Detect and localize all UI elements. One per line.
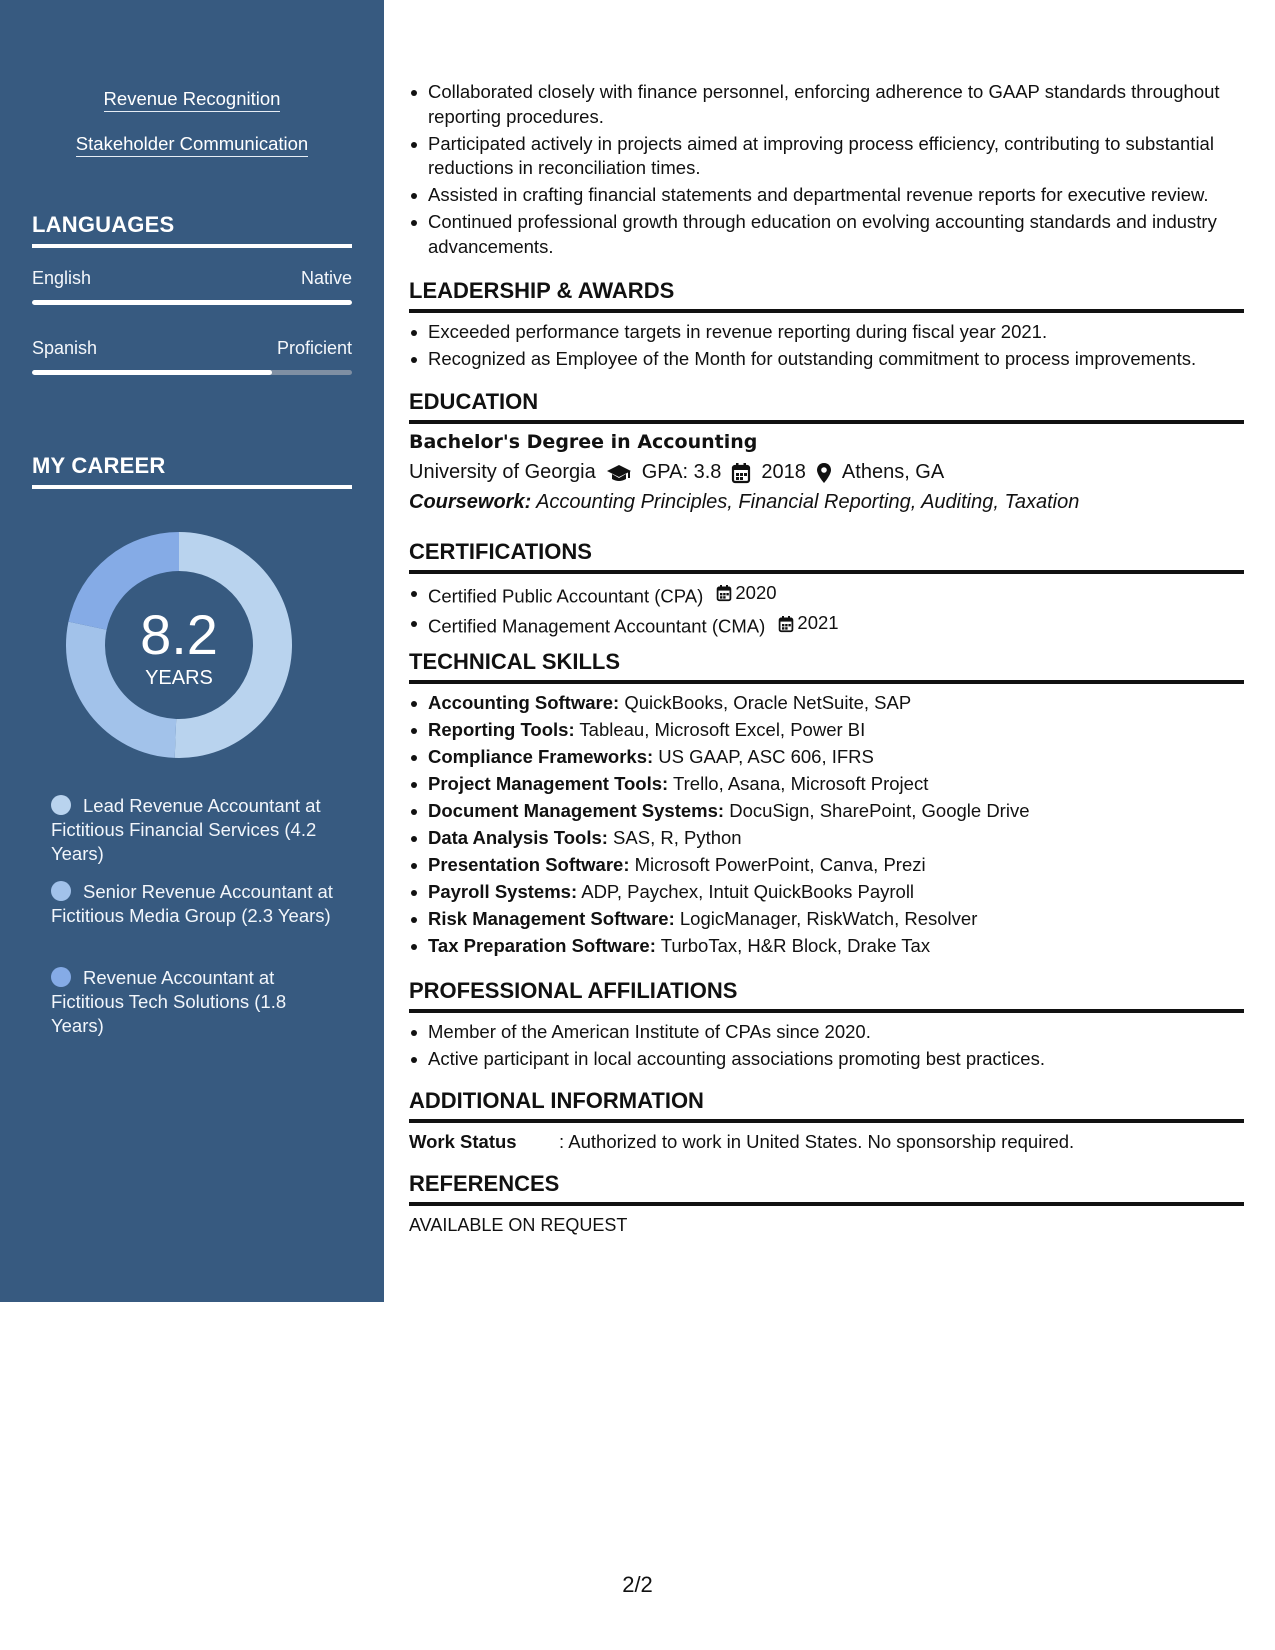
- career-dot-icon: [51, 967, 71, 987]
- affiliations-heading: PROFESSIONAL AFFILIATIONS: [409, 978, 1244, 1013]
- technical-skills-heading: TECHNICAL SKILLS: [409, 649, 1244, 684]
- graduation-cap-icon: [606, 463, 632, 483]
- location-pin-icon: [816, 462, 832, 484]
- school-name: University of Georgia: [409, 461, 596, 483]
- list-item: Accounting Software: QuickBooks, Oracle NetSuite, SAP: [409, 691, 1244, 716]
- career-dot-icon: [51, 881, 71, 901]
- list-item: Assisted in crafting financial statements and departmental revenue reports for executive review.: [409, 183, 1244, 208]
- career-total-years: 8.2: [140, 603, 218, 666]
- list-item: Presentation Software: Microsoft PowerPoint, Canva, Prezi: [409, 853, 1244, 878]
- skill-item: Revenue Recognition: [0, 88, 384, 110]
- skill-item: Stakeholder Communication: [0, 133, 384, 155]
- calendar-icon: [731, 462, 751, 484]
- list-item: Payroll Systems: ADP, Paychex, Intuit QuickBooks Payroll: [409, 880, 1244, 905]
- language-row: [32, 338, 352, 359]
- experience-bullets: [409, 80, 1244, 262]
- work-status: [409, 1131, 1074, 1153]
- page-number: 2/2: [622, 1572, 653, 1597]
- language-row: [32, 268, 352, 289]
- cert-year: 2021: [797, 612, 839, 634]
- languages-heading: LANGUAGES: [32, 212, 352, 248]
- affiliations-list: [409, 1020, 1244, 1074]
- career-item: Senior Revenue Accountant at Fictitious Media Group (2.3 Years): [51, 881, 333, 926]
- list-item: Risk Management Software: LogicManager, RiskWatch, Resolver: [409, 907, 1244, 932]
- career-item: Revenue Accountant at Fictitious Tech Solutions (1.8 Years): [51, 967, 287, 1036]
- list-item: Exceeded performance targets in revenue reporting during fiscal year 2021.: [409, 320, 1244, 345]
- language-bar: [32, 370, 352, 375]
- additional-info-heading: ADDITIONAL INFORMATION: [409, 1088, 1244, 1123]
- degree-title: Bachelor's Degree in Accounting: [409, 431, 758, 453]
- coursework-list: Accounting Principles, Financial Reporting, Auditing, Taxation: [536, 491, 1080, 513]
- references-heading: REFERENCES: [409, 1171, 1244, 1206]
- school-location: Athens, GA: [841, 461, 945, 483]
- list-item: Document Management Systems: DocuSign, SharePoint, Google Drive: [409, 799, 1244, 824]
- language-bar: [32, 300, 352, 305]
- cert-year: 2020: [735, 582, 777, 603]
- education-details: [409, 461, 944, 484]
- list-item: Collaborated closely with finance personnel, enforcing adherence to GAAP standards throughout reporting procedures.: [409, 80, 1244, 129]
- certifications-heading: CERTIFICATIONS: [409, 539, 1244, 574]
- list-item: Active participant in local accounting associations promoting best practices.: [409, 1047, 1244, 1072]
- coursework-label: Coursework:: [409, 491, 532, 513]
- language-bar-fill: [32, 300, 352, 305]
- language-name: Spanish: [32, 338, 98, 358]
- list-item: Certified Public Accountant (CPA) 2020: [409, 581, 1244, 609]
- list-item: Data Analysis Tools: SAS, R, Python: [409, 826, 1244, 851]
- language-level: Native: [300, 268, 352, 288]
- list-item: Recognized as Employee of the Month for outstanding commitment to process improvements.: [409, 347, 1244, 372]
- career-donut: [66, 532, 292, 758]
- list-item: Certified Management Accountant (CMA) 2021: [409, 611, 1244, 639]
- graduation-year: 2018: [761, 461, 806, 483]
- list-item: Reporting Tools: Tableau, Microsoft Excel, Power BI: [409, 718, 1244, 743]
- leadership-list: [409, 320, 1244, 374]
- list-item: Compliance Frameworks: US GAAP, ASC 606, IFRS: [409, 745, 1244, 770]
- language-level: Proficient: [276, 338, 352, 358]
- list-item: Project Management Tools: Trello, Asana, Microsoft Project: [409, 772, 1244, 797]
- work-status-label: Work Status: [409, 1131, 517, 1152]
- calendar-icon: [778, 615, 794, 633]
- language-bar-fill: [32, 370, 272, 375]
- list-item: Participated actively in projects aimed at improving process efficiency, contributing to substantial reductions in reconciliation times.: [409, 132, 1244, 181]
- calendar-icon: [716, 584, 732, 602]
- career-dot-icon: [51, 795, 71, 815]
- career-heading: MY CAREER: [32, 453, 352, 489]
- gpa: GPA: 3.8: [641, 461, 722, 483]
- technical-skills-list: [409, 691, 1244, 961]
- list-item: Member of the American Institute of CPAs since 2020.: [409, 1020, 1244, 1045]
- work-status-value: : Authorized to work in United States. No sponsorship required.: [559, 1131, 1075, 1152]
- leadership-heading: LEADERSHIP & AWARDS: [409, 278, 1244, 313]
- certifications-list: [409, 581, 1244, 642]
- career-item: Lead Revenue Accountant at Fictitious Financial Services (4.2 Years): [51, 795, 321, 864]
- list-item: Continued professional growth through education on evolving accounting standards and industry advancements.: [409, 210, 1244, 259]
- coursework: [409, 491, 1079, 514]
- list-item: Tax Preparation Software: TurboTax, H&R Block, Drake Tax: [409, 934, 1244, 959]
- education-heading: EDUCATION: [409, 389, 1244, 424]
- sidebar: [0, 0, 384, 1302]
- career-years-label: YEARS: [145, 667, 213, 689]
- language-name: English: [32, 268, 92, 288]
- references-text: AVAILABLE ON REQUEST: [409, 1215, 628, 1235]
